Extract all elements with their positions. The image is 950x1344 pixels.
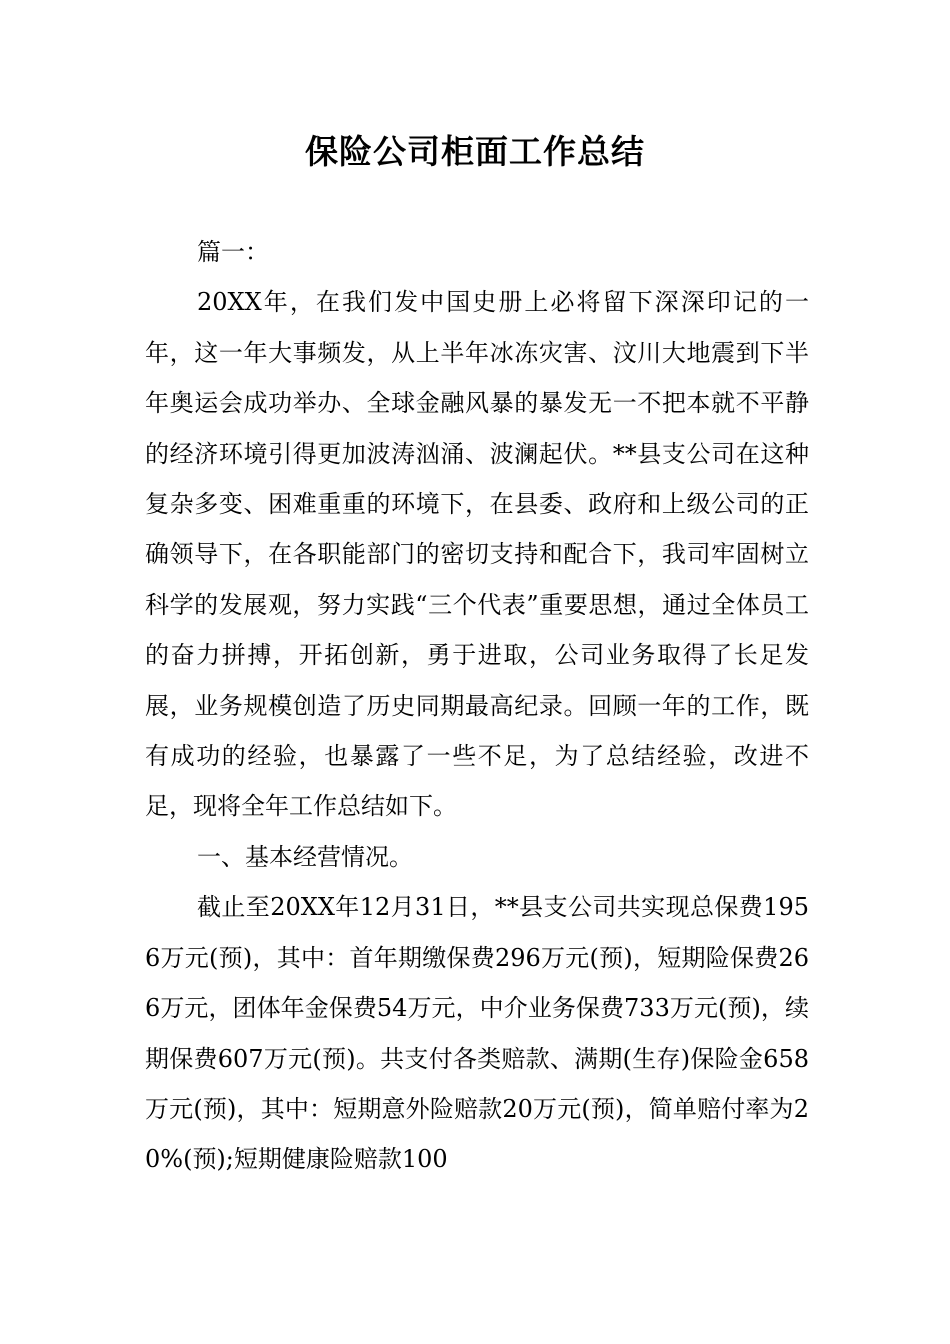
document-title: 保险公司柜面工作总结 — [305, 132, 645, 171]
document-body — [145, 227, 809, 1185]
intro-paragraph: 20XX年，在我们发中国史册上必将留下深深印记的一年，这一年大事频发，从上半年冰冻灾害、汶川大地震到下半年奥运会成功举办、全球金融风暴的暴发无一不把本就不平静的经济环境引得更加波涛汹涌、波澜起伏。**县支公司在这种复杂多变、困难重重的环境下，在县委、政府和上级公司的正确领导下，在各职能部门的密切支持和配合下，我司牢固树立科学的发展观，努力实践“三个代表”重要思想，通过全体员工的奋力拼搏，开拓创新，勇于进取，公司业务取得了长足发展，业务规模创造了历史同期最高纪录。回顾一年的工作，既有成功的经验，也暴露了一些不足，为了总结经验，改进不足，现将全年工作总结如下。 — [145, 288, 809, 821]
section-label: 篇一： — [197, 238, 269, 266]
business-summary-paragraph: 截止至20XX年12月31日，**县支公司共实现总保费1956万元(预)，其中：首年期缴保费296万元(预)，短期险保费266万元，团体年金保费54万元，中介业务保费733万元(预)，续期保费607万元(预)。共支付各类赔款、满期(生存)保险金658万元(预)，其中：短期意外险赔款20万元(预)，简单赔付率为20%(预);短期健康险赔款100 — [145, 893, 809, 1174]
section-heading: 一、基本经营情况。 — [197, 842, 413, 871]
